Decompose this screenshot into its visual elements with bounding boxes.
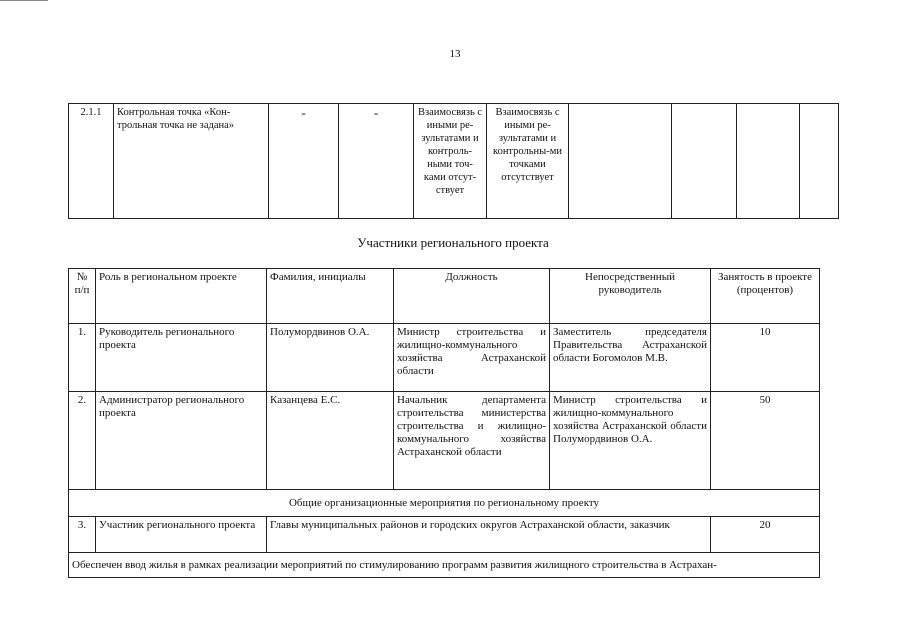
page-corner-mark [0, 0, 48, 3]
cell-employment: 10 [711, 324, 820, 392]
empty-cell [569, 104, 672, 219]
cell-num: 1. [69, 324, 96, 392]
link-cell-2: Взаимосвязь с иными ре-зультатами и контрольны-ми точками отсутствует [487, 104, 569, 219]
table-row [69, 517, 820, 553]
header-supervisor: Непосредственный руководитель [550, 269, 711, 324]
page-number: 13 [449, 48, 461, 60]
control-point-table [68, 103, 839, 219]
empty-cell [672, 104, 737, 219]
section-heading: Участники регионального проекта [357, 235, 549, 250]
cell-supervisor: Министр строительства и жилищно-коммунального хозяйства Астраханской области Полумордвинов О.А. [550, 392, 711, 490]
cell-num: 3. [69, 517, 96, 553]
cell-supervisor: Заместитель председателя Правительства Астраханской области Богомолов М.В. [550, 324, 711, 392]
header-num: № п/п [69, 269, 96, 324]
header-employment: Занятость в проекте (процентов) [711, 269, 820, 324]
table-row [69, 392, 820, 490]
general-heading-row [69, 490, 820, 517]
cell-employment: 50 [711, 392, 820, 490]
end-date-cell: - [339, 104, 414, 219]
empty-cell [737, 104, 800, 219]
control-point-name: Контрольная точка «Кон-трольная точка не задана» [114, 104, 269, 219]
header-position: Должность [394, 269, 550, 324]
cell-name: Казанцева Е.С. [267, 392, 394, 490]
empty-cell [800, 104, 839, 219]
participants-table [68, 268, 820, 578]
cell-participant-names: Главы муниципальных районов и городских округов Астраханской области, заказчик [267, 517, 711, 553]
start-date-cell: - [269, 104, 339, 219]
footer-row [69, 553, 820, 578]
cell-employment: 20 [711, 517, 820, 553]
table-row [69, 324, 820, 392]
cell-role: Участник регионального проекта [96, 517, 267, 553]
cell-role: Руководитель регионального проекта [96, 324, 267, 392]
cell-role: Администратор регионального проекта [96, 392, 267, 490]
row-number: 2.1.1 [69, 104, 114, 219]
link-cell-1: Взаимосвязь с иными ре-зультатами и контроль-ными точ-ками отсут-ствует [414, 104, 487, 219]
footer-text: Обеспечен ввод жилья в рамках реализации мероприятий по стимулированию программ развития жилищного строительства в Астрахан- [69, 553, 820, 578]
table-header-row [69, 269, 820, 324]
cell-num: 2. [69, 392, 96, 490]
cell-name: Полумордвинов О.А. [267, 324, 394, 392]
cell-position: Начальник департамента строительства министерства строительства и жилищно-коммунального хозяйства Астраханской области [394, 392, 550, 490]
header-name: Фамилия, инициалы [267, 269, 394, 324]
header-role: Роль в региональном проекте [96, 269, 267, 324]
cell-position: Министр строительства и жилищно-коммунального хозяйства Астраханской области [394, 324, 550, 392]
general-heading: Общие организационные мероприятия по региональному проекту [69, 490, 820, 517]
table-row [69, 104, 839, 219]
